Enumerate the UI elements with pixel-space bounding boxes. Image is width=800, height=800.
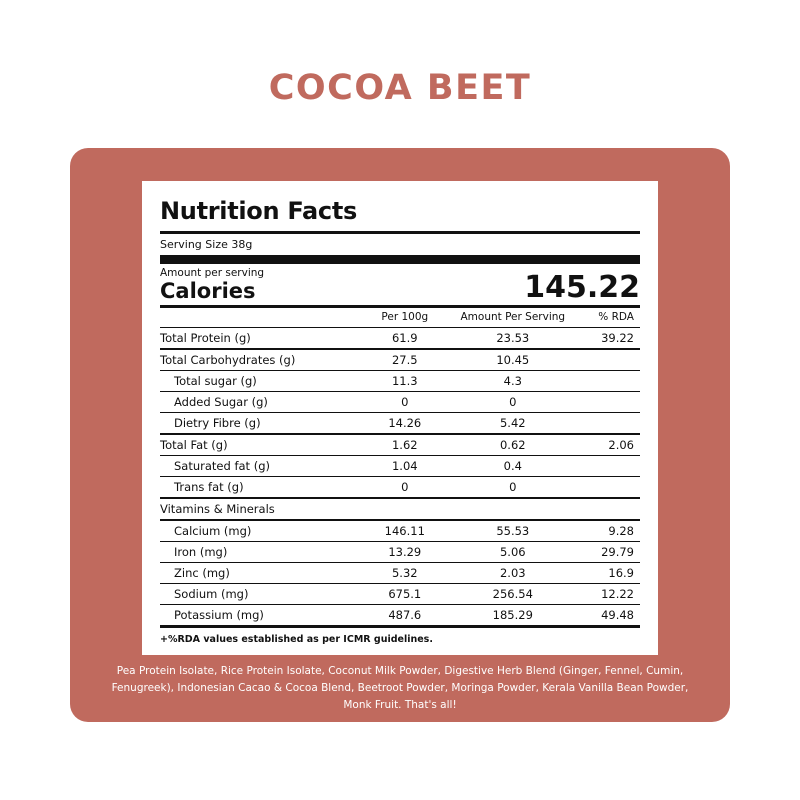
- row-per-serving: 185.29: [458, 605, 568, 626]
- row-per-serving: 0: [458, 392, 568, 413]
- row-name: Total sugar (g): [160, 371, 352, 392]
- row-per-100g: 146.11: [352, 520, 458, 542]
- row-rda: 2.06: [568, 434, 640, 456]
- nutrition-facts-panel: [142, 181, 658, 655]
- table-row: [160, 584, 640, 605]
- row-name: Zinc (mg): [160, 563, 352, 584]
- row-rda: 12.22: [568, 584, 640, 605]
- calories-value: 145.22: [524, 270, 640, 305]
- rda-footnote: +%RDA values established as per ICMR guidelines.: [160, 634, 433, 645]
- table-row: [160, 328, 640, 350]
- table-row: [160, 413, 640, 435]
- row-rda: 49.48: [568, 605, 640, 626]
- row-name: Dietry Fibre (g): [160, 413, 352, 435]
- row-per-100g: 11.3: [352, 371, 458, 392]
- product-card: [70, 148, 730, 722]
- row-rda: [568, 371, 640, 392]
- row-per-serving: 5.06: [458, 542, 568, 563]
- row-rda: [568, 413, 640, 435]
- row-per-serving: 4.3: [458, 371, 568, 392]
- row-name: Vitamins & Minerals: [160, 498, 352, 520]
- row-per-100g: 487.6: [352, 605, 458, 626]
- divider-thick: [160, 255, 640, 264]
- row-name: Total Carbohydrates (g): [160, 349, 352, 371]
- row-per-serving: 2.03: [458, 563, 568, 584]
- row-per-serving: 23.53: [458, 328, 568, 350]
- table-header-row: [160, 308, 640, 328]
- ingredients-section: [100, 644, 700, 714]
- row-per-100g: 61.9: [352, 328, 458, 350]
- serving-size: Serving Size 38g: [160, 238, 253, 251]
- table-row: [160, 456, 640, 477]
- row-name: Trans fat (g): [160, 477, 352, 499]
- row-rda: [568, 498, 640, 520]
- row-rda: [568, 456, 640, 477]
- column-header-nutrient: [160, 308, 352, 328]
- row-per-100g: 0: [352, 477, 458, 499]
- row-per-serving: 0.62: [458, 434, 568, 456]
- calories-row: [160, 264, 640, 305]
- row-name: Potassium (mg): [160, 605, 352, 626]
- row-rda: 9.28: [568, 520, 640, 542]
- row-name: Iron (mg): [160, 542, 352, 563]
- row-per-100g: 1.04: [352, 456, 458, 477]
- calories-left: [160, 267, 264, 303]
- table-row: [160, 498, 640, 520]
- row-per-100g: 1.62: [352, 434, 458, 456]
- table-row: [160, 434, 640, 456]
- column-header-per-100g: Per 100g: [381, 311, 429, 323]
- row-per-serving: 0: [458, 477, 568, 499]
- table-row: [160, 349, 640, 371]
- nutrition-table-body: [160, 328, 640, 626]
- row-per-serving: 256.54: [458, 584, 568, 605]
- row-rda: 39.22: [568, 328, 640, 350]
- row-name: Sodium (mg): [160, 584, 352, 605]
- row-rda: [568, 392, 640, 413]
- row-per-100g: 675.1: [352, 584, 458, 605]
- table-row: [160, 605, 640, 626]
- row-per-100g: 5.32: [352, 563, 458, 584]
- nutrition-table-head: [160, 308, 640, 328]
- ingredients-body: Pea Protein Isolate, Rice Protein Isolate, Coconut Milk Powder, Digestive Herb Blend (Ginger, Fennel, Cumin, Fenugreek), Indonesian Cacao & Cocoa Blend, Beetroot Powder, Moringa Powder, Kerala Vanilla Bean Powder, Monk Fruit. That's all!: [111, 665, 689, 711]
- row-per-serving: 5.42: [458, 413, 568, 435]
- amount-per-serving-label: Amount per serving: [160, 267, 265, 279]
- row-name: Total Protein (g): [160, 328, 352, 350]
- row-name: Total Fat (g): [160, 434, 352, 456]
- row-per-100g: 27.5: [352, 349, 458, 371]
- nutrition-table: [160, 308, 640, 625]
- row-rda: [568, 349, 640, 371]
- calories-label: Calories: [160, 279, 256, 303]
- row-per-serving: 55.53: [458, 520, 568, 542]
- row-per-100g: [352, 498, 458, 520]
- row-per-100g: 0: [352, 392, 458, 413]
- row-per-serving: [458, 498, 568, 520]
- row-per-100g: 13.29: [352, 542, 458, 563]
- product-title: COCOA BEET: [268, 68, 532, 108]
- table-row: [160, 520, 640, 542]
- table-row: [160, 392, 640, 413]
- ingredients-title: INGREDIENTS: [359, 644, 441, 657]
- table-row: [160, 563, 640, 584]
- column-header-per-serving: Amount Per Serving: [460, 311, 566, 323]
- table-row: [160, 371, 640, 392]
- row-rda: 29.79: [568, 542, 640, 563]
- table-row: [160, 542, 640, 563]
- row-name: Added Sugar (g): [160, 392, 352, 413]
- row-name: Saturated fat (g): [160, 456, 352, 477]
- table-row: [160, 477, 640, 499]
- row-name: Calcium (mg): [160, 520, 352, 542]
- row-rda: 16.9: [568, 563, 640, 584]
- row-per-serving: 10.45: [458, 349, 568, 371]
- nutrition-facts-title: Nutrition Facts: [160, 197, 358, 225]
- column-header-rda: % RDA: [598, 311, 634, 323]
- row-rda: [568, 477, 640, 499]
- row-per-100g: 14.26: [352, 413, 458, 435]
- row-per-serving: 0.4: [458, 456, 568, 477]
